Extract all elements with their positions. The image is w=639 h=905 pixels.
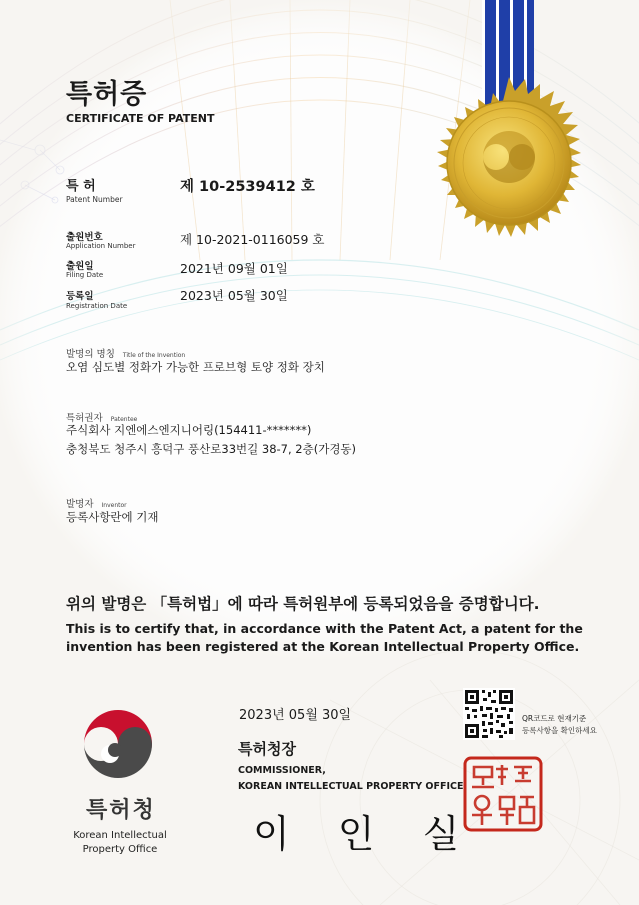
inventor-value: 등록사항란에 기재 — [66, 510, 159, 524]
registration-date-label-en: Registration Date — [66, 302, 128, 310]
commissioner-title-korean: 특허청장 — [238, 740, 296, 758]
application-number-label-en: Application Number — [66, 242, 136, 250]
patent-number-label: 특 허 — [66, 179, 96, 194]
qr-instruction-line2: 등록사항을 확인하세요 — [522, 726, 597, 735]
patent-number-value: 제 10-2539412 호 — [180, 179, 315, 195]
filing-date-label-en: Filing Date — [66, 271, 104, 279]
taegeuk-logo-icon — [80, 710, 156, 786]
gold-seal-icon — [421, 75, 597, 251]
inventor-label: 발명자 — [66, 499, 94, 510]
inventor-label-en: Inventor — [101, 502, 127, 509]
official-stamp-icon — [462, 755, 544, 833]
patentee-address: 충청북도 청주시 흥덕구 풍산로33번길 38-7, 2층(가경동) — [66, 442, 357, 456]
registration-date-value: 2023년 05월 30일 — [180, 288, 288, 303]
patentee-label: 특허권자 — [66, 413, 103, 424]
registration-date-label: 등록일 — [66, 291, 94, 302]
qr-code-icon[interactable] — [463, 688, 515, 740]
application-number-label: 출원번호 — [66, 232, 103, 243]
patent-number-label-en: Patent Number — [66, 195, 123, 204]
issue-date: 2023년 05월 30일 — [239, 708, 352, 723]
office-name-korean: 특허청 — [86, 798, 156, 823]
patentee-label-en: Patentee — [110, 416, 138, 423]
invention-label-en: Title of the Invention — [122, 352, 186, 359]
commissioner-signature: 이 인 실 — [253, 812, 478, 856]
filing-date-value: 2021년 09월 01일 — [180, 261, 288, 276]
commissioner-title-english-line2: KOREAN INTELLECTUAL PROPERTY OFFICE — [238, 781, 464, 792]
certification-statement-korean: 위의 발명은 「특허법」에 따라 특허원부에 등록되었음을 증명합니다. — [66, 595, 540, 613]
certification-statement-english-line1: This is to certify that, in accordance with the Patent Act, a patent for the — [66, 621, 583, 636]
invention-title-value: 오염 심도별 정화가 가능한 프로브형 토양 정화 장치 — [66, 360, 325, 374]
application-number-value: 제 10-2021-0116059 호 — [180, 232, 325, 247]
patentee-name: 주식회사 지엔에스엔지니어링(154411-*******) — [66, 423, 312, 437]
office-name-english — [62, 829, 178, 857]
office-name-english-line2: Property Office — [82, 844, 158, 855]
qr-instruction-line1: QR코드로 현재기준 — [522, 714, 587, 723]
certification-statement-english-line2: invention has been registered at the Korean Intellectual Property Office. — [66, 639, 580, 654]
certificate-title-english: CERTIFICATE OF PATENT — [66, 112, 215, 125]
filing-date-label: 출원일 — [66, 261, 94, 272]
invention-label: 발명의 명칭 — [66, 349, 115, 360]
commissioner-title-english-line1: COMMISSIONER, — [238, 765, 326, 776]
qr-instruction-text — [522, 713, 597, 737]
certificate-title-korean: 특허증 — [66, 79, 148, 110]
office-name-english-line1: Korean Intellectual — [73, 830, 167, 841]
